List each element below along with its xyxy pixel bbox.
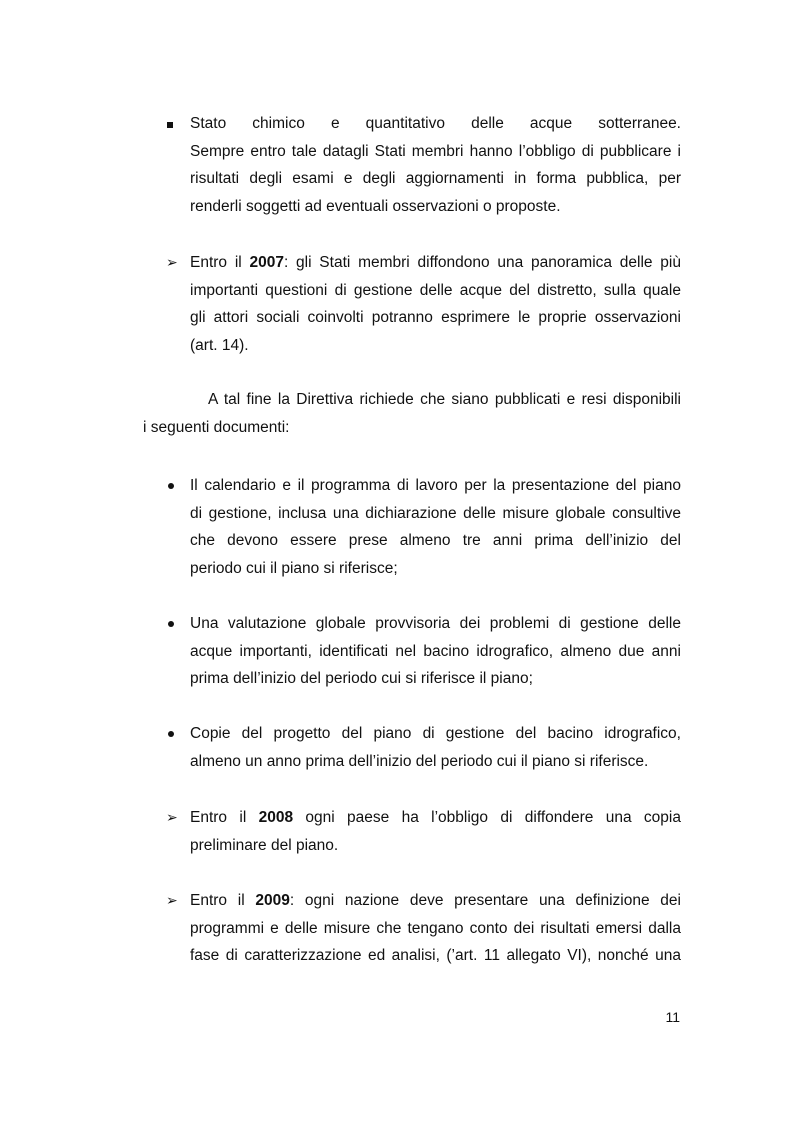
intro-text: Entro il: [190, 892, 256, 909]
dot-paragraph-valutazione: [190, 610, 681, 693]
dot-paragraph-calendario: [190, 472, 681, 583]
text-line: [190, 249, 681, 277]
text-line: risultati degli esami e degli aggiornamenti in forma pubblica, per: [190, 170, 681, 188]
text-line: Stato chimico e quantitativo delle acque sotterranee.: [190, 115, 681, 132]
intro-text: Entro il: [190, 809, 259, 826]
text-line: di gestione, inclusa una dichiarazione delle misure globale consultive: [190, 504, 681, 522]
text-line: importanti questioni di gestione delle acque del distretto, sulla quale: [190, 281, 681, 299]
arrow-bullet-icon: ➢: [166, 809, 178, 825]
text-line: A tal fine la Direttiva richiede che siano pubblicati e resi disponibili: [208, 391, 681, 408]
square-bullet-icon: [167, 122, 173, 128]
dot-bullet-icon: [168, 621, 174, 627]
text-line: (art. 14).: [190, 337, 249, 355]
bullet-paragraph-acque-sotterranee: [190, 110, 681, 221]
text-line: Sempre entro tale datagli Stati membri hanno l’obbligo di pubblicare i: [190, 142, 681, 160]
text-line: gli attori sociali coinvolti potranno esprimere le proprie osservazioni: [190, 309, 681, 327]
arrow-bullet-icon: ➢: [166, 254, 178, 270]
dot-bullet-icon: [168, 731, 174, 737]
arrow-paragraph-2008: [190, 804, 681, 859]
dot-bullet-icon: [168, 483, 174, 489]
year-text: 2008: [258, 809, 294, 826]
arrow-paragraph-2007: [190, 249, 681, 360]
text-line: i seguenti documenti:: [143, 418, 290, 436]
rest-text: : ogni nazione deve presentare una definizione dei: [289, 892, 681, 909]
text-line: fase di caratterizzazione ed analisi, (’art. 11 allegato VI), nonché una: [190, 947, 681, 965]
rest-text: ogni paese ha l’obbligo di diffondere una copia: [293, 809, 681, 826]
year-text: 2007: [249, 254, 284, 271]
text-line: periodo cui il piano si riferisce;: [190, 560, 398, 578]
text-line: almeno un anno prima dell’inizio del periodo cui il piano si riferisce.: [190, 752, 649, 770]
text-line: Il calendario e il programma di lavoro per la presentazione del piano: [190, 477, 681, 494]
body-paragraph: [143, 386, 681, 441]
year-text: 2009: [255, 892, 290, 909]
text-line: [190, 804, 681, 832]
text-line: Copie del progetto del piano di gestione del bacino idrografico,: [190, 725, 681, 742]
text-line: [190, 887, 681, 915]
text-line: renderli soggetti ad eventuali osservazioni o proposte.: [190, 198, 561, 216]
text-line: acque importanti, identificati nel bacino idrografico, almeno due anni: [190, 642, 681, 660]
rest-text: : gli Stati membri diffondono una panoramica delle più: [283, 254, 681, 271]
arrow-paragraph-2009: [190, 887, 681, 970]
intro-text: Entro il: [190, 254, 250, 271]
text-line: preliminare del piano.: [190, 836, 339, 854]
text-line: che devono essere prese almeno tre anni prima dell’inizio del: [190, 532, 681, 550]
text-line: programmi e delle misure che tengano conto dei risultati emersi dalla: [190, 919, 681, 937]
text-line: prima dell’inizio del periodo cui si riferisce il piano;: [190, 670, 533, 688]
page-number: 11: [665, 1009, 680, 1025]
dot-paragraph-copie: [190, 720, 681, 775]
arrow-bullet-icon: ➢: [166, 892, 178, 908]
text-line: Una valutazione globale provvisoria dei problemi di gestione delle: [190, 615, 681, 632]
